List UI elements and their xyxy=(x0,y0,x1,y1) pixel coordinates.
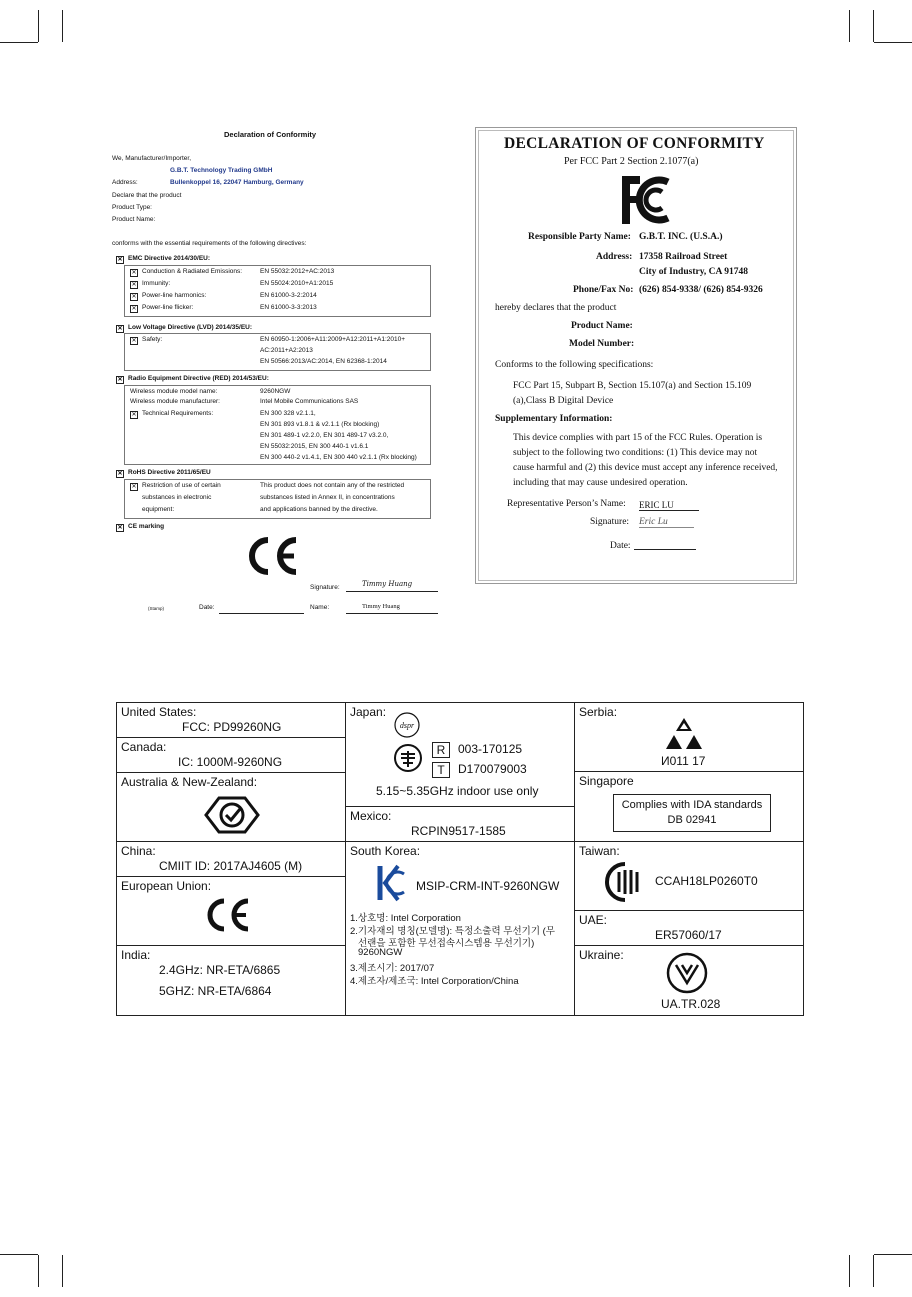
ukraine-value: UA.TR.028 xyxy=(661,997,721,1011)
product-name-label: Product Name: xyxy=(112,216,156,223)
red-mfr-value: Intel Mobile Communications SAS xyxy=(260,398,359,405)
emc-heading: ✕ EMC Directive 2014/30/EU: xyxy=(117,255,211,263)
kc-mark-icon xyxy=(376,862,406,904)
red-tech-value: EN 300 328 v2.1.1, xyxy=(260,410,316,417)
ce-heading: ✕ CE marking xyxy=(117,523,165,531)
fcc-signature: Eric Lu xyxy=(639,517,694,528)
crop-mark xyxy=(38,10,39,42)
eu-declaration xyxy=(112,125,442,625)
fcc-logo-icon xyxy=(618,172,670,228)
cell-china xyxy=(117,842,346,877)
korea-line: 3.제조시기: 2017/07 xyxy=(350,963,435,974)
ncc-mark-icon xyxy=(605,862,647,902)
fcc-conforms: Conforms to the following specifications: xyxy=(495,360,654,370)
mexico-label: Mexico: xyxy=(350,809,392,823)
red-tech-value: EN 300 440-2 v1.4.1, EN 300 440 v2.1.1 (Rx blocking) xyxy=(260,454,417,461)
fcc-spec-2: (a),Class B Digital Device xyxy=(513,396,614,406)
korea-line: 2.기자재의 명칭(모델명): 특정소출력 무선기기 (무 xyxy=(350,926,555,937)
red-mfr-label: Wireless module manufacturer: xyxy=(130,398,220,405)
india-label: India: xyxy=(121,948,151,962)
cell-ukraine xyxy=(575,946,803,1015)
cell-korea xyxy=(346,842,575,1015)
red-model-value: 9260NGW xyxy=(260,388,291,395)
serbia-mark-icon xyxy=(664,717,704,751)
t-mark: T xyxy=(432,762,450,778)
serbia-label: Serbia: xyxy=(579,705,618,719)
fcc-declaration xyxy=(475,127,797,584)
crop-mark xyxy=(849,1255,850,1287)
emc-value: EN 61000-3-2:2014 xyxy=(260,292,317,299)
india-5ghz: 5GHZ: NR-ETA/6864 xyxy=(159,984,272,998)
uae-value: ER57060/17 xyxy=(655,928,722,942)
rohs-right: This product does not contain any of the restricted xyxy=(260,482,405,489)
taiwan-value: CCAH18LP0260T0 xyxy=(655,874,758,888)
korea-line: 4.제조자/제조국: Intel Corporation/China xyxy=(350,976,519,987)
canada-value: IC: 1000M-9260NG xyxy=(178,755,283,769)
emc-row: ✕ Power-line harmonics: xyxy=(131,292,207,300)
japan-r-value: 003-170125 xyxy=(458,742,523,756)
ida-line-1: Complies with IDA standards xyxy=(621,799,763,811)
signature-image: Timmy Huang xyxy=(362,580,413,588)
red-heading: ✕ Radio Equipment Directive (RED) 2014/53/EU: xyxy=(117,375,269,383)
cell-taiwan xyxy=(575,842,803,911)
uae-label: UAE: xyxy=(579,913,608,927)
emc-row: ✕ Immunity: xyxy=(131,280,171,288)
fcc-spec-1: FCC Part 15, Subpart B, Section 15.107(a) and Section 15.109 xyxy=(513,381,752,391)
fcc-address-1: 17358 Railroad Street xyxy=(639,252,728,262)
emc-row: ✕ Conduction & Radiated Emissions: xyxy=(131,268,243,276)
crop-mark xyxy=(62,10,63,42)
supp-line: This device complies with part 15 of the FCC Rules. Operation is xyxy=(513,433,763,443)
fcc-address-2: City of Industry, CA 91748 xyxy=(639,267,748,277)
supp-label: Supplementary Information: xyxy=(495,414,613,424)
crop-mark xyxy=(874,42,912,43)
signature-label: Signature: xyxy=(310,584,340,591)
japan-t-value: D170079003 xyxy=(458,762,527,776)
phone-label: Phone/Fax No: xyxy=(573,285,634,295)
cell-india xyxy=(117,946,346,1015)
supp-line: cause harmful and (2) this device must accept any inference received, xyxy=(513,463,778,473)
svg-text:dspr: dspr xyxy=(399,721,415,730)
ce-mark-icon xyxy=(203,898,251,932)
korea-label: South Korea: xyxy=(350,844,421,858)
fcc-title: DECLARATION OF CONFORMITY xyxy=(504,135,765,152)
us-value: FCC: PD99260NG xyxy=(182,720,282,734)
ce-mark-icon xyxy=(244,537,300,575)
japan-note: 5.15~5.35GHz indoor use only xyxy=(376,784,539,798)
company-name: G.B.T. Technology Trading GMbH xyxy=(170,167,273,174)
taiwan-label: Taiwan: xyxy=(579,844,620,858)
emc-value: EN 55032:2012+AC:2013 xyxy=(260,268,335,275)
fcc-address-label: Address: xyxy=(596,252,633,262)
emc-row: ✕ Power-line flicker: xyxy=(131,304,194,312)
fcc-subtitle: Per FCC Part 2 Section 2.1077(a) xyxy=(564,156,699,167)
japan-giteki-icon xyxy=(393,743,423,773)
red-tech-label: ✕ Technical Requirements: xyxy=(131,410,214,418)
ida-line-2: DB 02941 xyxy=(667,814,717,826)
cell-aunz xyxy=(117,773,346,842)
rohs-right: substances listed in Annex II, in concentrations xyxy=(260,494,395,501)
korea-line: 9260NGW xyxy=(358,947,403,958)
checkbox-icon: ✕ xyxy=(117,257,123,263)
mexico-value: RCPIN9517-1585 xyxy=(411,824,506,838)
china-label: China: xyxy=(121,844,156,858)
declare-text: Declare that the product xyxy=(112,192,182,199)
conforms-text: conforms with the essential requirements of the following directives: xyxy=(112,240,307,247)
rcm-mark-icon xyxy=(203,795,261,835)
crop-mark xyxy=(0,1254,38,1255)
china-value: CMIIT ID: 2017AJ4605 (M) xyxy=(159,859,303,873)
supp-line: including that may cause undesired operation. xyxy=(513,478,688,488)
cell-canada xyxy=(117,738,346,773)
name-label: Name: xyxy=(310,604,330,611)
singapore-label: Singapore xyxy=(579,774,634,788)
cell-eu xyxy=(117,877,346,946)
red-tech-value: EN 55032:2015, EN 300 440-1 v1.6.1 xyxy=(260,443,369,450)
rohs-left: ✕ Restriction of use of certain xyxy=(131,482,221,490)
cell-uae xyxy=(575,911,803,946)
fcc-model-number-label: Model Number: xyxy=(569,339,635,349)
date-label: Date: xyxy=(199,604,215,611)
ukraine-label: Ukraine: xyxy=(579,948,624,962)
cell-japan xyxy=(346,703,575,807)
name-line xyxy=(346,613,438,614)
fcc-product-name-label: Product Name: xyxy=(571,321,633,331)
canada-label: Canada: xyxy=(121,740,167,754)
korea-value: MSIP-CRM-INT-9260NGW xyxy=(416,879,560,893)
cell-mexico xyxy=(346,807,575,842)
crop-mark xyxy=(849,10,850,42)
lvd-value: EN 50566:2013/AC:2014, EN 62368-1:2014 xyxy=(260,358,387,365)
rep-label: Representative Person’s Name: xyxy=(507,499,626,509)
dspr-logo-icon xyxy=(393,711,421,739)
us-label: United States: xyxy=(121,705,197,719)
crop-mark xyxy=(62,1255,63,1287)
ukraine-mark-icon xyxy=(665,951,709,995)
address-label: Address: xyxy=(112,179,138,186)
lvd-label: ✕ Safety: xyxy=(131,336,163,344)
manufacturer-label: We, Manufacturer/Importer, xyxy=(112,155,191,162)
emc-value: EN 61000-3-3:2013 xyxy=(260,304,317,311)
rep-value: ERIC LU xyxy=(639,500,699,511)
name-value: Timmy Huang xyxy=(362,603,400,610)
r-mark: R xyxy=(432,742,450,758)
cell-serbia xyxy=(575,703,803,772)
crop-mark xyxy=(0,42,38,43)
certifications-table xyxy=(116,702,804,1016)
lvd-value: AC:2011+A2:2013 xyxy=(260,347,313,354)
crop-mark xyxy=(38,1255,39,1287)
aunz-label: Australia & New-Zealand: xyxy=(121,775,258,789)
fcc-date-label: Date: xyxy=(610,541,631,551)
cell-us xyxy=(117,703,346,738)
japan-label: Japan: xyxy=(350,705,387,719)
serbia-value: И011 17 xyxy=(661,754,706,768)
lvd-value: EN 60950-1:2006+A11:2009+A12:2011+A1:2010+ xyxy=(260,336,406,343)
crop-mark xyxy=(874,1254,912,1255)
korea-line: 선랜을 포함한 무선접속시스템용 무선기기) xyxy=(358,938,535,949)
hereby-text: hereby declares that the product xyxy=(495,303,617,313)
eu-title: Declaration of Conformity xyxy=(224,130,317,139)
red-model-label: Wireless module model name: xyxy=(130,388,218,395)
rp-value: G.B.T. INC. (U.S.A.) xyxy=(639,232,723,242)
rohs-left: equipment: xyxy=(142,506,175,513)
crop-mark xyxy=(873,1255,874,1287)
emc-value: EN 55024:2010+A1:2015 xyxy=(260,280,334,287)
fcc-signature-label: Signature: xyxy=(590,517,630,527)
korea-line: 1.상호명: Intel Corporation xyxy=(350,913,461,924)
stamp-label: (Stamp) xyxy=(148,606,165,611)
lvd-heading: ✕ Low Voltage Directive (LVD) 2014/35/EU: xyxy=(117,324,253,332)
date-line xyxy=(219,613,304,614)
eu-label: European Union: xyxy=(121,879,212,893)
rohs-right: and applications banned by the directive. xyxy=(260,506,378,513)
cell-singapore xyxy=(575,772,803,842)
product-type-label: Product Type: xyxy=(112,204,152,211)
supp-line: subject to the following two conditions: (1) This device may not xyxy=(513,448,758,458)
phone-value: (626) 854-9338/ (626) 854-9326 xyxy=(639,285,763,295)
signature-line xyxy=(346,591,438,592)
fcc-date-line xyxy=(634,549,696,550)
red-tech-value: EN 301 893 v1.8.1 & v2.1.1 (Rx blocking) xyxy=(260,421,380,428)
red-tech-value: EN 301 489-1 v2.2.0, EN 301 489-17 v3.2.0, xyxy=(260,432,389,439)
ida-box xyxy=(613,794,771,832)
rp-label: Responsible Party Name: xyxy=(528,232,631,242)
rohs-heading: ✕ RoHS Directive 2011/65/EU xyxy=(117,469,211,477)
india-24ghz: 2.4GHz: NR-ETA/6865 xyxy=(159,963,281,977)
crop-mark xyxy=(873,10,874,42)
address-value: Bullenkoppel 16, 22047 Hamburg, Germany xyxy=(170,179,304,186)
rohs-left: substances in electronic xyxy=(142,494,212,501)
